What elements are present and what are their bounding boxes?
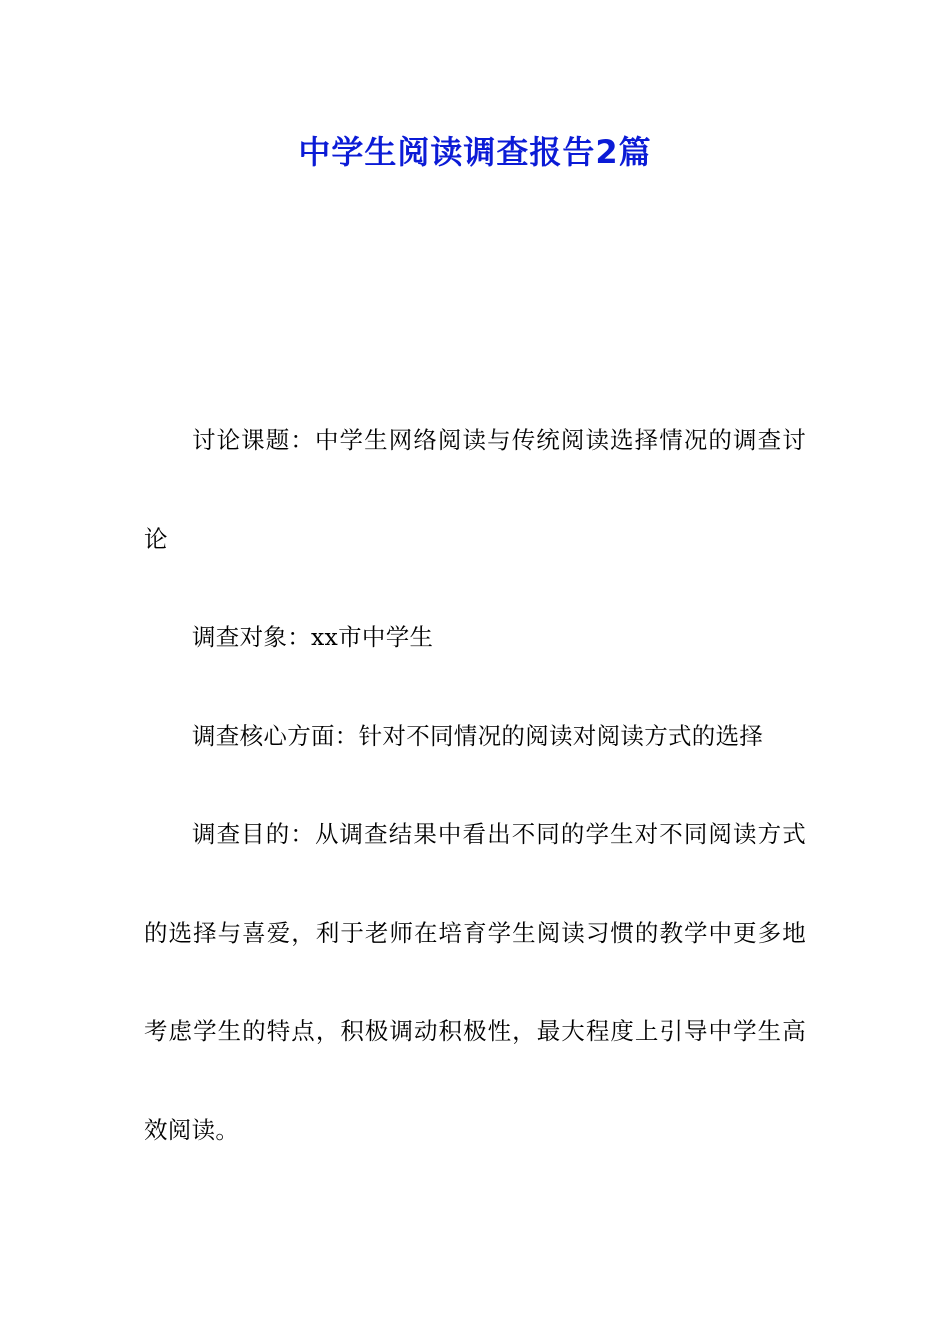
document-title: 中学生阅读调查报告2篇 [298,133,652,171]
document-body [144,391,806,1179]
paragraph-topic: 讨论课题：中学生网络阅读与传统阅读选择情况的调查讨论 [144,426,806,553]
paragraph-subject: 调查对象：xx市中学生 [192,623,434,651]
paragraph-purpose: 调查目的：从调查结果中看出不同的学生对不同阅读方式的选择与喜爱，利于老师在培育学生阅读习惯的教学中更多地考虑学生的特点，积极调动积极性，最大程度上引导中学生高效阅读。 [144,820,806,1144]
paragraph-core-aspect: 调查核心方面：针对不同情况的阅读对阅读方式的选择 [192,721,764,750]
